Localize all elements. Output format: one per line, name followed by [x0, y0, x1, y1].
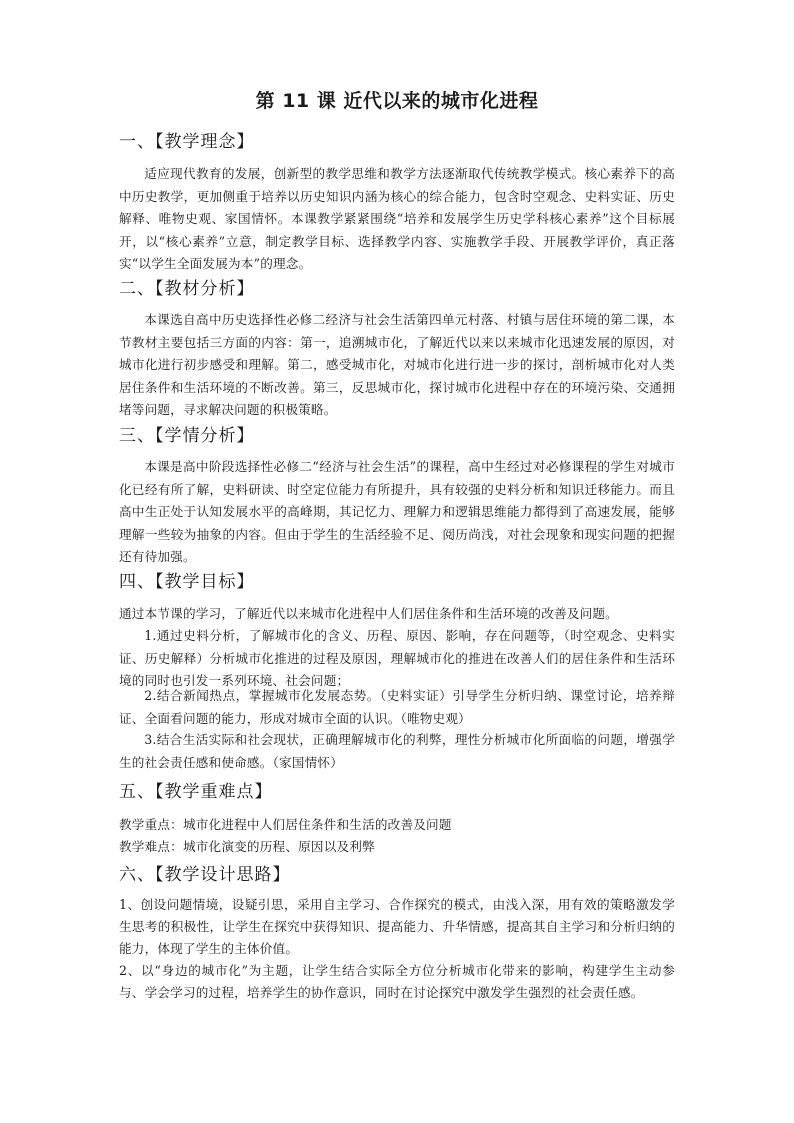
section-heading-teaching-goals: 四、【教学目标】 — [119, 572, 255, 592]
key-point-line: 教学重点：城市化进程中人们居住条件和生活的改善及问题 — [119, 817, 452, 832]
teaching-goal-item: 3.结合生活实际和社会现状，正确理解城市化的利弊，理性分析城市化所面临的问题，增强学生的社会责任感和使命感。（家国情怀） — [119, 732, 675, 770]
design-idea-item: 2、以“身边的城市化”为主题，让学生结合实际全方位分析城市化带来的影响，构建学生主动参与、学会学习的过程，培养学生的协作意识，同时在讨论探究中激发学生强烈的社会责任感。 — [119, 963, 675, 1000]
section-heading-teaching-philosophy: 一、【教学理念】 — [119, 132, 255, 152]
page-title: 第 11 课 近代以来的城市化进程 — [255, 90, 539, 112]
section-heading-textbook-analysis: 二、【教材分析】 — [119, 279, 255, 299]
section-heading-key-points: 五、【教学重难点】 — [119, 782, 273, 802]
teaching-goals-intro: 通过本节课的学习，了解近代以来城市化进程中人们居住条件和生活环境的改善及问题。 — [119, 606, 618, 621]
paragraph-teaching-philosophy: 适应现代教育的发展，创新型的教学思维和教学方法逐渐取代传统教学模式。核心素养下的高中历史教学，更加侧重于培养以历史知识内涵为核心的综合能力，包含时空观念、史料实证、历史解释、唯物史观、家国情怀。本课教学紧紧围绕“培养和发展学生历史学科核心素养”这个目标展开，以“核心素养”立意，制定教学目标、选择教学内容、实施教学手段、开展教学评价，真正落实“以学生全面发展为本”的理念。 — [119, 166, 675, 271]
difficult-point-line: 教学难点：城市化演变的历程、原因以及利弊 — [119, 839, 375, 854]
section-heading-student-analysis: 三、【学情分析】 — [119, 426, 255, 446]
paragraph-student-analysis: 本课是高中阶段选择性必修二“经济与社会生活”的课程，高中生经过对必修课程的学生对城市化已经有所了解，史料研读、时空定位能力有所提升，具有较强的史料分析和知识迁移能力。而且高中生正处于认知发展水平的高峰期，其记忆力、理解力和逻辑思维能力都得到了高速发展，能够理解一些较为抽象的内容。但由于学生的生活经验不足、阅历尚浅，对社会现象和现实问题的把握还有待加强。 — [119, 459, 675, 564]
section-heading-design-ideas: 六、【教学设计思路】 — [119, 865, 291, 885]
teaching-goal-item: 1.通过史料分析，了解城市化的含义、历程、原因、影响，存在问题等，（时空观念、史料实证、历史解释）分析城市化推进的过程及原因，理解城市化的推进在改善人们的居住条件和生活环境的同时也引发一系列环境、社会问题； — [119, 628, 675, 688]
design-idea-item: 1、创设问题情境，设疑引思，采用自主学习、合作探究的模式，由浅入深，用有效的策略激发学生思考的积极性，让学生在探究中获得知识、提高能力、升华情感，提高其自主学习和分析归纳的能力，体现了学生的主体价值。 — [119, 897, 675, 956]
teaching-goal-item: 2.结合新闻热点，掌握城市化发展态势。（史料实证）引导学生分析归纳、课堂讨论，培养辩证、全面看问题的能力，形成对城市全面的认识。（唯物史观） — [119, 688, 675, 726]
paragraph-textbook-analysis: 本课选自高中历史选择性必修二经济与社会生活第四单元村落、村镇与居住环境的第二课，本节教材主要包括三方面的内容：第一，追溯城市化，了解近代以来以来城市化迅速发展的原因，对城市化进行初步感受和理解。第二，感受城市化，对城市化进行进一步的探讨，剖析城市化对人类居住条件和生活环境的不断改善。第三，反思城市化，探讨城市化进程中存在的环境污染、交通拥堵等问题，寻求解决问题的积极策略。 — [119, 312, 675, 417]
